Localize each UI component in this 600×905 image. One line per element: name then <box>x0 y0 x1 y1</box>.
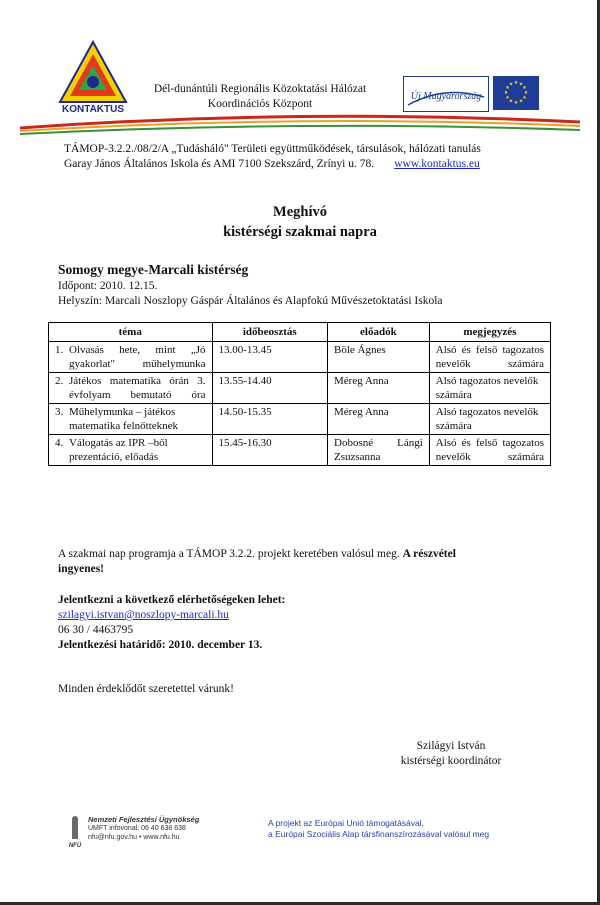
date-label: Időpont: <box>58 280 97 292</box>
program-note-bold2: ingyenes! <box>58 563 104 575</box>
program-note <box>58 547 528 577</box>
table-row <box>49 435 551 466</box>
time-cell: 13.00-13.45 <box>212 342 327 373</box>
table-row <box>49 373 551 404</box>
signer-role: kistérségi koordinátor <box>400 755 502 767</box>
topic-text: Olvasás hete, mint „Jó gyakorlat" műhelymunka <box>69 344 206 370</box>
table-row <box>49 342 551 373</box>
eu-note-line1: A projekt az Európai Unió támogatásával, <box>268 818 424 828</box>
time-cell: 14.50-15.35 <box>212 404 327 435</box>
svg-text:★: ★ <box>522 95 527 101</box>
topic-cell <box>49 342 213 373</box>
topic-text: Válogatás az IPR –ből prezentáció, előadás <box>69 437 168 463</box>
speaker-cell: Méreg Anna <box>328 373 430 404</box>
row-number: 3. <box>55 406 64 418</box>
contact-email-link[interactable]: szilagyi.istvan@noszlopy-marcali.hu <box>58 609 229 621</box>
svg-text:★: ★ <box>505 95 510 101</box>
svg-text:★: ★ <box>522 85 527 91</box>
event-place <box>58 294 443 309</box>
nfu-info <box>88 815 199 842</box>
topic-text: Játékos matematika órán 3. évfolyam bemutató óra <box>69 375 206 401</box>
signature-block <box>376 739 526 769</box>
svg-text:★: ★ <box>518 81 524 88</box>
school-address: Garay János Általános Iskola és AMI 7100 Szekszárd, Zrínyi u. 78. <box>64 158 375 170</box>
project-line2 <box>64 157 564 172</box>
nfu-infoline: ÚMFT infovonal: 06 40 638 638 <box>88 825 186 832</box>
header-time: időbeosztás <box>212 323 327 342</box>
eu-note-line2: a Európai Szociális Alap társfinanszírozásával valósul meg <box>268 829 490 839</box>
header-note: megjegyzés <box>429 323 550 342</box>
speaker-cell: Dobosné Lángi Zsuzsanna <box>328 435 430 466</box>
speaker-cell: Böle Ágnes <box>328 342 430 373</box>
svg-text:NFÜ: NFÜ <box>68 843 82 849</box>
website-link[interactable]: www.kontaktus.eu <box>394 158 480 170</box>
svg-text:★: ★ <box>508 81 514 88</box>
header-topic: téma <box>49 323 213 342</box>
row-number: 2. <box>55 375 64 387</box>
topic-cell <box>49 435 213 466</box>
date-value: 2010. 12.15. <box>99 280 158 292</box>
speaker-cell: Méreg Anna <box>328 404 430 435</box>
topic-text: Műhelymunka – játékos matematika felnőtteknek <box>69 406 179 432</box>
topic-cell <box>49 373 213 404</box>
network-line2: Koordinációs Központ <box>207 98 313 110</box>
event-date <box>58 279 157 294</box>
project-line1: TÁMOP-3.2.2./08/2/A „Tudásháló" Területi együttműködések, társulások, hálózati tanulás <box>64 143 481 155</box>
invitation-subtitle: kistérségi szakmai napra <box>223 224 377 240</box>
eu-flag <box>493 76 539 110</box>
row-number: 4. <box>55 437 64 449</box>
header-swoosh <box>20 106 580 136</box>
closing-text: Minden érdeklődőt szeretettel várunk! <box>58 683 234 695</box>
nfu-org-name: Nemzeti Fejlesztési Ügynökség <box>88 815 200 824</box>
nfu-contact: nfu@nfu.gov.hu • www.nfu.hu <box>88 834 180 841</box>
svg-text:★: ★ <box>513 100 519 106</box>
contact-block <box>58 593 285 653</box>
program-note-text: A szakmai nap programja a TÁMOP 3.2.2. projekt keretében valósul meg. <box>58 548 400 560</box>
table-header-row <box>49 323 551 342</box>
row-number: 1. <box>55 344 64 356</box>
partner-logo-text: Új Magyarország <box>410 91 482 102</box>
note-cell: Alsó tagozatos nevelők számára <box>429 373 550 404</box>
header-speaker: előadók <box>328 323 430 342</box>
svg-text:★: ★ <box>513 80 519 86</box>
note-cell: Alsó és felső tagozatos nevelők számára <box>429 435 550 466</box>
nfu-logo <box>66 815 84 849</box>
schedule-table <box>48 322 551 466</box>
program-note-bold1: A részvétel <box>402 548 456 560</box>
svg-text:★: ★ <box>505 85 510 91</box>
invitation-title: Meghívó <box>273 204 327 220</box>
kontaktus-logo <box>58 40 128 116</box>
table-row <box>49 404 551 435</box>
svg-text:★: ★ <box>523 90 529 96</box>
logo-text: KONTAKTUS <box>61 104 125 115</box>
svg-text:★: ★ <box>518 98 524 105</box>
contact-heading: Jelentkezni a következő elérhetőségeken lehet: <box>58 594 286 606</box>
place-label: Helyszín: <box>58 295 103 307</box>
network-line1: Dél-dunántúli Regionális Közoktatási Hálózat <box>153 83 367 95</box>
svg-text:★: ★ <box>508 98 514 105</box>
note-cell: Alsó tagozatos nevelők számára <box>429 404 550 435</box>
note-cell: Alsó és felső tagozatos nevelők számára <box>429 342 550 373</box>
time-cell: 15.45-16.30 <box>212 435 327 466</box>
topic-cell <box>49 404 213 435</box>
contact-phone: 06 30 / 4463795 <box>58 624 134 636</box>
project-info <box>64 142 564 172</box>
place-value: Marcali Noszlopy Gáspár Általános és Alapfokú Művészetoktatási Iskola <box>104 295 443 307</box>
time-cell: 13.55-14.40 <box>212 373 327 404</box>
eu-funding-note <box>268 818 489 840</box>
event-region: Somogy megye-Marcali kistérség <box>58 262 249 277</box>
signer-name: Szilágyi István <box>416 740 486 752</box>
registration-deadline: Jelentkezési határidő: 2010. december 13. <box>58 639 263 651</box>
svg-text:★: ★ <box>503 90 509 96</box>
